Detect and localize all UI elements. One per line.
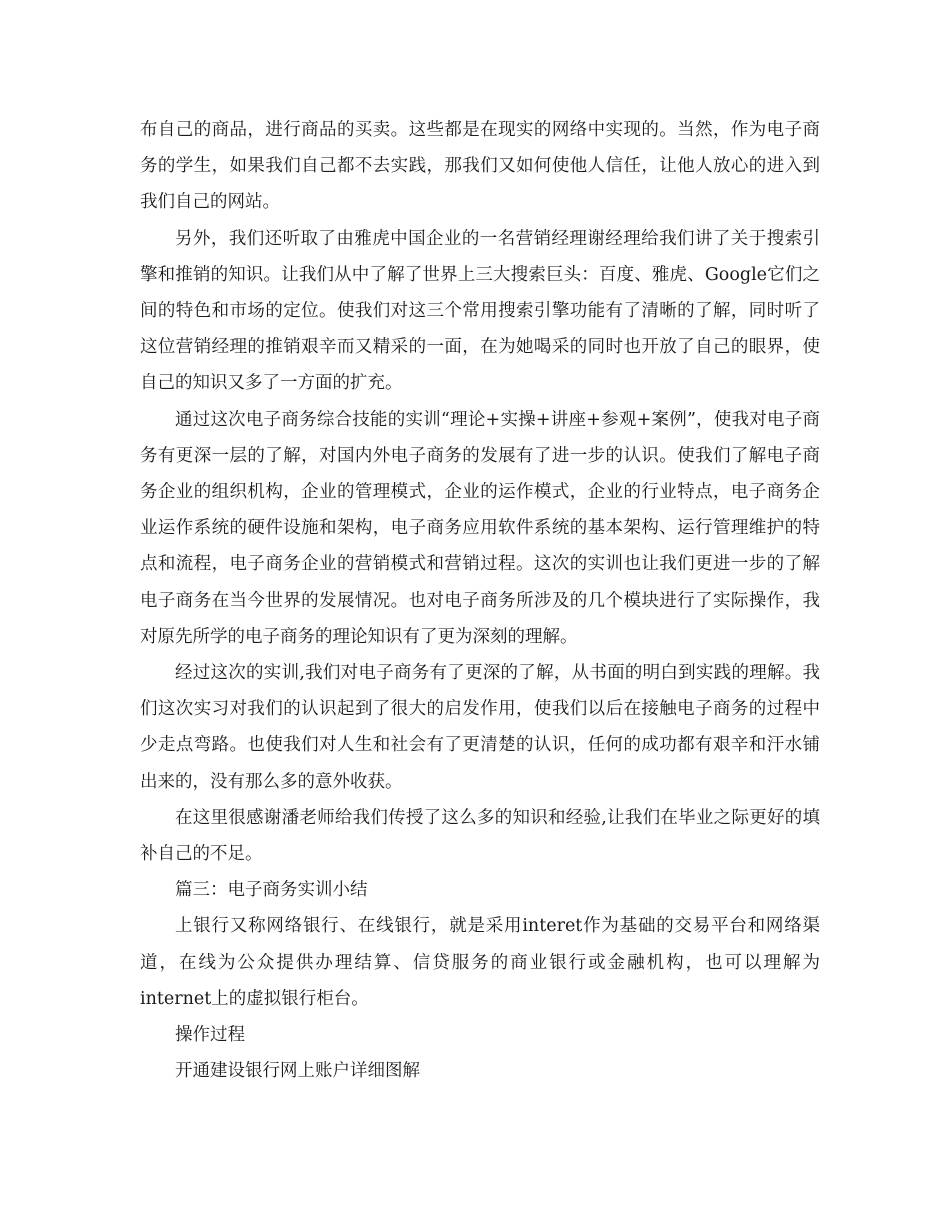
section-heading: 篇三：电子商务实训小结 (175, 880, 368, 901)
paragraph-4: 经过这次的实训,我们对电子商务有了更深的了解，从书面的明白到实践的理解。我们这次实习对我们的认识起到了很大的启发作用，使我们以后在接触电子商务的过程中少走点弯路。也使我们对人生和社会有了更清楚的认识，任何的成功都有艰辛和汗水铺出来的，没有那么多的意外收获。 (140, 663, 820, 792)
paragraph-3: 通过这次电子商务综合技能的实训“理论+实操+讲座+参观+案例”，使我对电子商务有更深一层的了解，对国内外电子商务的发展有了进一步的认识。使我们了解电子商务企业的组织机构，企业的管理模式，企业的运作模式，企业的行业特点，电子商务企业运作系统的硬件设施和架构，电子商务应用软件系统的基本架构、运行管理维护的特点和流程，电子商务企业的营销模式和营销过程。这次的实训也让我们更进一步的了解电子商务在当今世界的发展情况。也对电子商务所涉及的几个模块进行了实际操作，我对原先所学的电子商务的理论知识有了更为深刻的理解。 (140, 409, 820, 647)
subheading-operation: 操作过程 (175, 1025, 245, 1046)
paragraph-6: 上银行又称网络银行、在线银行，就是采用interet作为基础的交易平台和网络渠道，在线为公众提供办理结算、信贷服务的商业银行或金融机构，也可以理解为internet上的虚拟银行柜台。 (140, 916, 820, 1009)
document-body (140, 112, 820, 1089)
paragraph-5: 在这里很感谢潘老师给我们传授了这么多的知识和经验,让我们在毕业之际更好的填补自己的不足。 (140, 807, 820, 865)
subheading-guide: 开通建设银行网上账户详细图解 (175, 1061, 420, 1082)
paragraph-1: 布自己的商品，进行商品的买卖。这些都是在现实的网络中实现的。当然，作为电子商务的学生，如果我们自己都不去实践，那我们又如何使他人信任，让他人放心的进入到我们自己的网站。 (140, 120, 820, 213)
paragraph-2: 另外，我们还听取了由雅虎中国企业的一名营销经理谢经理给我们讲了关于搜索引擎和推销的知识。让我们从中了解了世界上三大搜索巨头：百度、雅虎、Google它们之间的特色和市场的定位。使我们对这三个常用搜索引擎功能有了清晰的了解，同时听了这位营销经理的推销艰辛而又精采的一面，在为她喝采的同时也开放了自己的眼界，使自己的知识又多了一方面的扩充。 (140, 228, 820, 394)
